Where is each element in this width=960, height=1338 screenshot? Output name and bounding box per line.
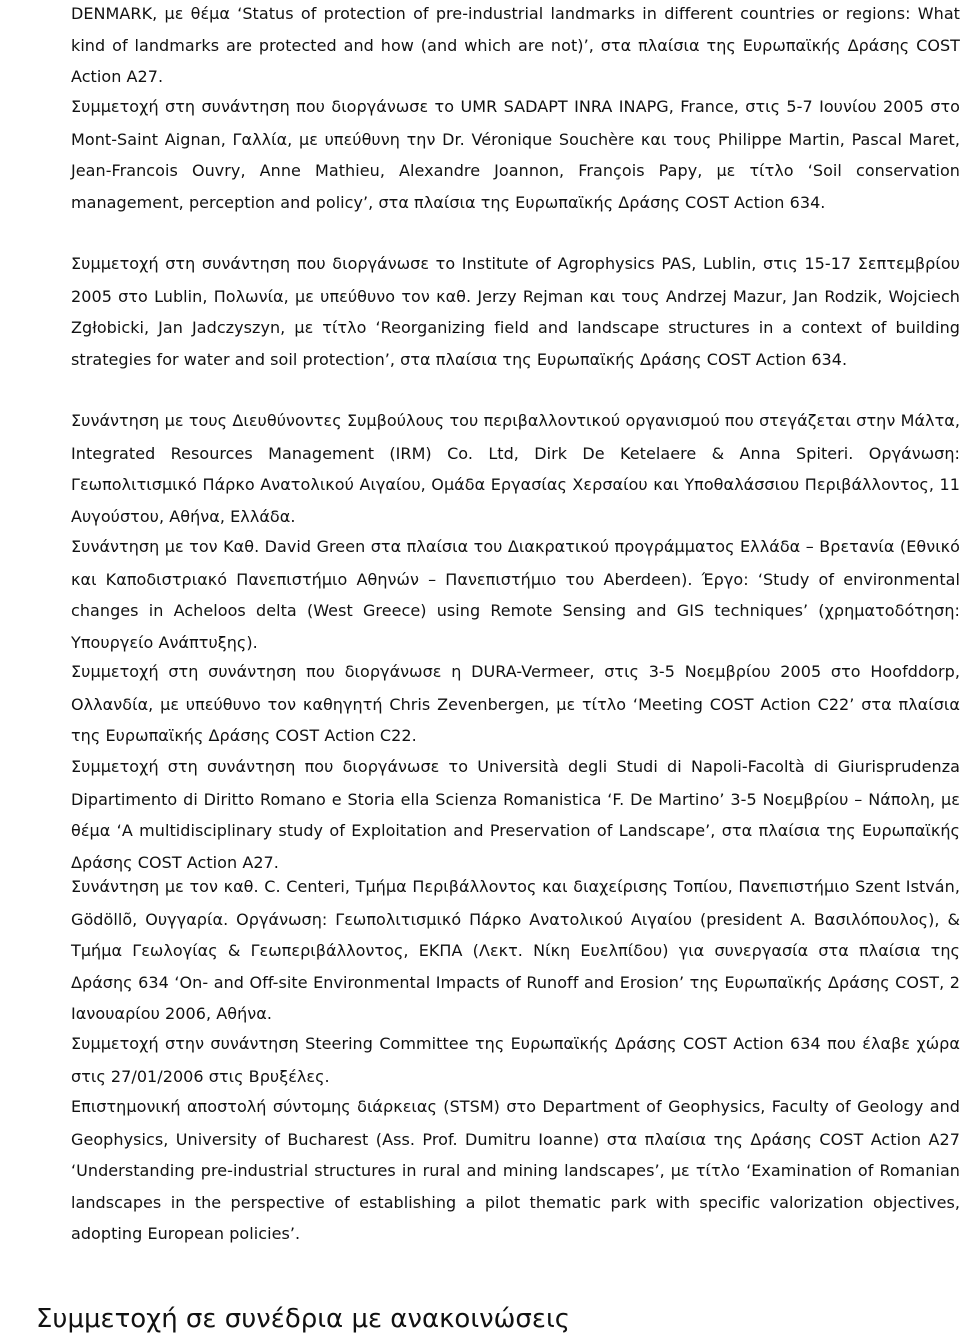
entry-denmark-continuation [0, 0, 960, 93]
entry-year [0, 1092, 71, 1124]
entry-2005-green [0, 531, 960, 658]
entry-year [0, 406, 71, 438]
entry-text: Συμμετοχή στη συνάντηση που διοργάνωσε το UMR SADAPT INRA INAPG, France, στις 5-7 Ιουνίου 2005 στο Mont-Saint Aignan, Γαλλία, με υπεύθυνη την Dr. Véronique Souchère και τους Philippe Martin, Pascal Maret, Jean-Francois Ouvry, Anne Mathieu, Alexandre Joannon, François Papy, με τίτλο ‘Soil conservation management, perception and policy’, στα πλαίσια της Ευρωπαϊκής Δράσης COST Action 634. [71, 97, 960, 212]
entry-year [0, 249, 71, 281]
entry-text: Συνάντηση με τον Καθ. David Green στα πλαίσια του Διακρατικού προγράμματος Ελλάδα – Βρετανία (Εθνικό και Καποδιστριακό Πανεπιστήμιο Αθηνών – Πανεπιστήμιο του Aberdeen). Έργο: ‘Study of environmental changes in Acheloos delta (West Greece) using Remote Sensing and GIS techniques’ (χρηματοδότηση: Υπουργείο Ανάπτυξης). [71, 537, 960, 652]
entry-text: Συμμετοχή στη συνάντηση που διοργάνωσε το Institute of Agrophysics PAS, Lublin, στις 15-17 Σεπτεμβρίου 2005 στο Lublin, Πολωνία, με υπεύθυνο τον καθ. Jerzy Rejman και τους Andrzej Mazur, Jan Rodzik, Wojciech Zgłobicki, Jan Jadczyszyn, με τίτλο ‘Reorganizing field and landscape structures in a context of building strategies for water and soil protection’, στα πλαίσια της Ευρωπαϊκής Δράσης COST Action 634. [71, 254, 960, 369]
entry-year [0, 657, 71, 689]
entry-text: Συνάντηση με τους Διευθύνοντες Συμβούλους του περιβαλλοντικού οργανισμού που στεγάζεται στην Μάλτα, Integrated Resources Management (IRM) Co. Ltd, Dirk De Ketelaere & Anna Spiteri. Οργάνωση: Γεωπολιτισμικό Πάρκο Ανατολικού Αιγαίου, Ομάδα Εργασίας Χερσαίου και Υποθαλάσσιου Περιβάλλοντος, 11 Αυγούστου, Αθήνα, Ελλάδα. [71, 411, 960, 526]
entry-year [0, 532, 71, 564]
entry-2006-steering [0, 1028, 960, 1092]
entry-year [0, 752, 71, 784]
entry-year [0, 92, 71, 124]
entry-2006-stsm [0, 1091, 960, 1250]
section-heading: Συμμετοχή σε συνέδρια με ανακοινώσεις [36, 1304, 571, 1334]
entry-2005-lublin [0, 248, 960, 375]
entry-2005-dura-vermeer [0, 656, 960, 752]
entry-text: Συμμετοχή στη συνάντηση που διοργάνωσε η DURA-Vermeer, στις 3-5 Νοεμβρίου 2005 στο Hoofddorp, Ολλανδία, με υπεύθυνο τον καθηγητή Chris Zevenbergen, με τίτλο ‘Meeting COST Action C22’ στα πλαίσια της Ευρωπαϊκής Δράσης COST Action C22. [71, 662, 960, 746]
entry-2005-napoli [0, 751, 960, 878]
entry-year [0, 1029, 71, 1061]
entry-text: Συμμετοχή στην συνάντηση Steering Committee της Ευρωπαϊκής Δράσης COST Action 634 που έλαβε χώρα στις 27/01/2006 στις Βρυξέλες. [71, 1034, 960, 1086]
entry-text: Επιστημονική αποστολή σύντομης διάρκειας (STSM) στο Department of Geophysics, Faculty of Geology and Geophysics, University of Bucharest (Ass. Prof. Dumitru Ioanne) στα πλαίσια της Δράσης COST Action A27 ‘Understanding pre-industrial structures in rural and mining landscapes’, με τίτλο ‘Examination of Romanian landscapes in the perspective of establishing a pilot thematic park with specific valorization objectives, adopting European policies’. [71, 1097, 960, 1244]
entry-2006-centeri [0, 871, 960, 1030]
entry-text: Συμμετοχή στη συνάντηση που διοργάνωσε το Università degli Studi di Napoli-Facoltà di Giurisprudenza Dipartimento di Diritto Romano e Storia ella Scienza Romanistica ‘F. De Martino’ 3-5 Νοεμβρίου – Νάπολη, με θέμα ‘A multidisciplinary study of Exploitation and Preservation of Landscape’, στα πλαίσια της Ευρωπαϊκής Δράσης COST Action A27. [71, 757, 960, 872]
entry-year [0, 872, 71, 904]
entry-2005-sadapt [0, 91, 960, 218]
entry-2005-malta [0, 405, 960, 532]
entry-text: Συνάντηση με τον καθ. C. Centeri, Τμήμα Περιβάλλοντος και διαχείρισης Τοπίου, Πανεπιστήμιο Szent István, Gödöllõ, Ουγγαρία. Οργάνωση: Γεωπολιτισμικό Πάρκο Ανατολικού Αιγαίου (president A. Βασιλόπουλος), & Τμήμα Γεωλογίας & Γεωπεριβάλλοντος, ΕΚΠΑ (Λεκτ. Νίκη Ευελπίδου) για συνεργασία στα πλαίσια της Δράσης 634 ‘On- and Off-site Environmental Impacts of Runoff and Erosion’ της Ευρωπαϊκής Δράσης COST, 2 Ιανουαρίου 2006, Αθήνα. [71, 877, 960, 1024]
entry-text: DENMARK, με θέμα ‘Status of protection of pre-industrial landmarks in different countries or regions: What kind of landmarks are protected and how (and which are not)’, στα πλαίσια της Ευρωπαϊκής Δράσης COST Action A27. [71, 4, 960, 87]
